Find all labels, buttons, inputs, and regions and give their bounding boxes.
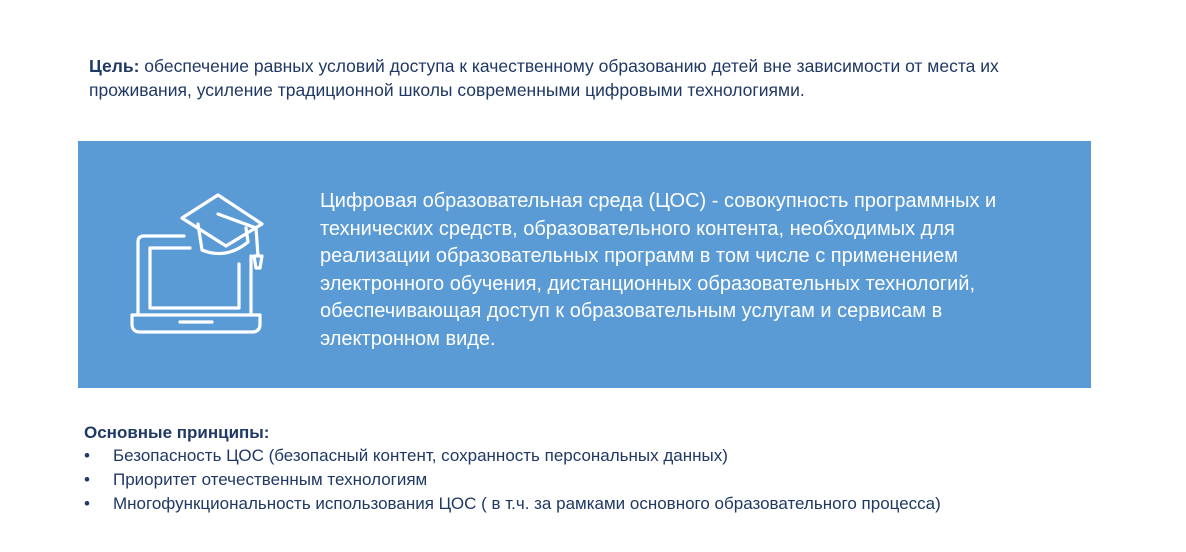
list-item (84, 492, 1134, 516)
principles-title: Основные принципы: (84, 423, 270, 442)
bullet: • (84, 446, 90, 465)
laptop-graduation-cap-icon (124, 192, 274, 342)
list-item-text: Многофункциональность использования ЦОС ( в т.ч. за рамками основного образовательного процесса) (113, 494, 941, 513)
principles-section (84, 421, 1134, 516)
list-item (84, 444, 1134, 468)
bullet: • (84, 470, 90, 489)
list-item-text: Приоритет отечественным технологиям (113, 470, 428, 489)
principles-list (84, 444, 1134, 516)
list-item (84, 468, 1134, 492)
goal-label: Цель: (89, 56, 140, 76)
list-item-text: Безопасность ЦОС (безопасный контент, сохранность персональных данных) (113, 446, 728, 465)
goal-text: обеспечение равных условий доступа к качественному образованию детей вне зависимости от места их проживания, усиление традиционной школы современными цифровыми технологиями. (89, 56, 999, 100)
bullet: • (84, 494, 90, 513)
cos-definition-text: Цифровая образовательная среда (ЦОС) - совокупность программных и технических средств, образовательного контента, необходимых для реализации образовательных программ в том числе с применением электронного обучения, дистанционных образовательных технологий, обеспечивающая доступ к образовательным услугам и сервисам в электронном виде. (320, 190, 997, 350)
goal-paragraph (89, 54, 1089, 102)
